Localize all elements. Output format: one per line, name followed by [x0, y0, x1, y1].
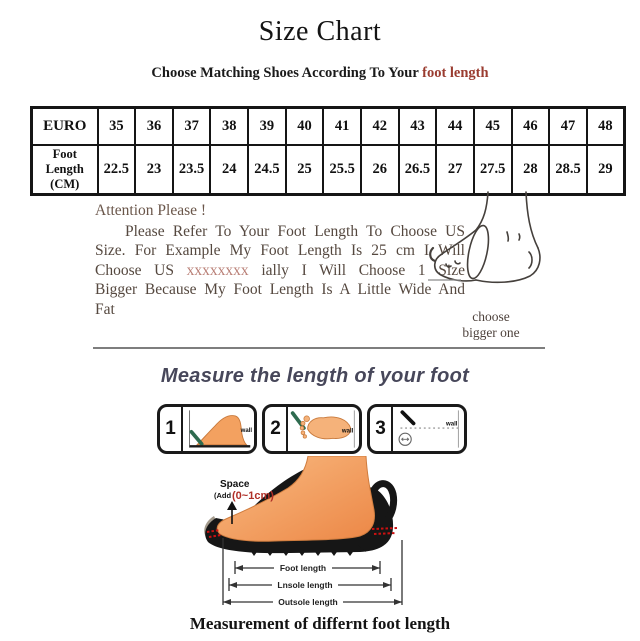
foot-length-cell: 22.5	[98, 145, 136, 195]
ankle-mark	[519, 234, 520, 240]
attention-note	[95, 201, 465, 319]
euro-size-cell: 43	[399, 108, 437, 145]
pen-icon	[293, 413, 304, 428]
euro-size-cell: 46	[512, 108, 550, 145]
foot-measuring-band-illustration	[428, 190, 573, 305]
arrow-head	[229, 582, 237, 588]
page-title: Size Chart	[258, 16, 382, 47]
euro-size-cell: 47	[549, 108, 587, 145]
toe-icon	[301, 431, 305, 435]
measure-steps	[157, 404, 467, 454]
subtitle	[0, 65, 640, 82]
space-add-label: (Add	[214, 491, 232, 500]
euro-size-cell: 36	[135, 108, 173, 145]
foot-outline	[476, 192, 488, 230]
advice-line-2: bigger one	[462, 325, 520, 340]
euro-size-cell: 38	[210, 108, 248, 145]
euro-size-cell: 39	[248, 108, 286, 145]
pen-curl-mark	[430, 248, 435, 261]
foot-length-cell: 27	[436, 145, 474, 195]
foot-length-cell: 28	[512, 145, 550, 195]
measuring-band-icon	[464, 224, 493, 281]
toe-icon	[304, 416, 310, 422]
euro-size-cell: 41	[323, 108, 361, 145]
euro-size-cell: 44	[436, 108, 474, 145]
foot-length-cell: 24.5	[248, 145, 286, 195]
arrow-head	[383, 582, 391, 588]
foot-length-cell: 27.5	[474, 145, 512, 195]
arrow-head	[235, 565, 243, 571]
measure-step-3	[367, 404, 467, 454]
table-row-euro	[32, 108, 625, 145]
table-row-foot-length	[32, 145, 625, 195]
foot-length-cell: 24	[210, 145, 248, 195]
ankle-mark	[507, 232, 508, 241]
toe-icon	[300, 426, 304, 430]
foot-length-cell: 25	[286, 145, 324, 195]
wall-label: wall	[445, 421, 458, 428]
attention-heading: Attention Please !	[95, 202, 207, 219]
foot-length-cell: 23	[135, 145, 173, 195]
foot-length-cell: 29	[587, 145, 625, 195]
measure-step-1	[157, 404, 257, 454]
space-label: Space	[220, 479, 250, 490]
wall-label: wall	[341, 428, 354, 435]
row-header-euro: EURO	[32, 108, 98, 145]
step-number-1: 1	[160, 407, 183, 451]
size-chart-table	[30, 106, 626, 196]
attention-body-text-1: Please Refer To Your Foot Length To Choose US Size. For Example My Foot Length Is 25 cm I Will Choose US	[95, 222, 465, 279]
attention-body	[95, 222, 465, 320]
foot-side-measure-illustration	[183, 407, 254, 451]
foot-length-cell: 23.5	[173, 145, 211, 195]
arrow-head	[394, 599, 402, 605]
section-divider	[93, 347, 545, 349]
heel-crease	[529, 252, 532, 268]
foot-side-icon	[197, 416, 247, 445]
space-value-label: (0~1cm)	[232, 490, 274, 502]
pen-wall-measure-illustration	[393, 407, 464, 451]
euro-size-cell: 37	[173, 108, 211, 145]
advice-note	[436, 309, 546, 341]
space-arrow-head	[227, 501, 237, 510]
euro-size-cell: 45	[474, 108, 512, 145]
step-number-2: 2	[265, 407, 288, 451]
foot-length-cell: 25.5	[323, 145, 361, 195]
subtitle-text: Choose Matching Shoes According To Your	[151, 65, 423, 81]
bottom-caption: Measurement of differnt foot length	[189, 614, 451, 633]
euro-size-cell: 40	[286, 108, 324, 145]
measure-section-heading: Measure the length of your foot	[160, 365, 470, 387]
arrow-head	[223, 599, 231, 605]
shoe-measurement-diagram	[180, 456, 430, 614]
foot-length-cell: 26.5	[399, 145, 437, 195]
euro-size-cell: 42	[361, 108, 399, 145]
pen-icon	[402, 412, 413, 423]
subtitle-highlight: foot length	[422, 65, 489, 81]
euro-size-cell: 35	[98, 108, 136, 145]
measure-step-2	[262, 404, 362, 454]
foot-length-cell: 28.5	[549, 145, 587, 195]
insole-length-label: Lnsole length	[277, 580, 333, 590]
row-header-foot-length: Foot Length (CM)	[32, 145, 98, 195]
attention-body-text-2: ially I Will Choose 1 Size Bigger Because My Foot Length Is A Little Wide And Fat	[95, 261, 465, 318]
toe-mark	[455, 261, 460, 264]
foot-length-cell: 26	[361, 145, 399, 195]
foot-length-label: Foot length	[279, 563, 327, 573]
foot-outline	[526, 192, 538, 248]
toe-icon	[303, 435, 306, 438]
outsole-length-label: Outsole length	[278, 597, 338, 607]
toe-icon	[301, 421, 305, 425]
wall-label: wall	[240, 427, 253, 434]
step-number-3: 3	[370, 407, 393, 451]
arrow-head	[372, 565, 380, 571]
foot-top-measure-illustration	[288, 407, 359, 451]
toe-mark	[446, 264, 451, 267]
euro-size-cell: 48	[587, 108, 625, 145]
pen-icon	[191, 432, 201, 444]
redacted-size-text: xxxxxxxx	[186, 261, 249, 279]
advice-line-1: choose	[472, 309, 510, 324]
